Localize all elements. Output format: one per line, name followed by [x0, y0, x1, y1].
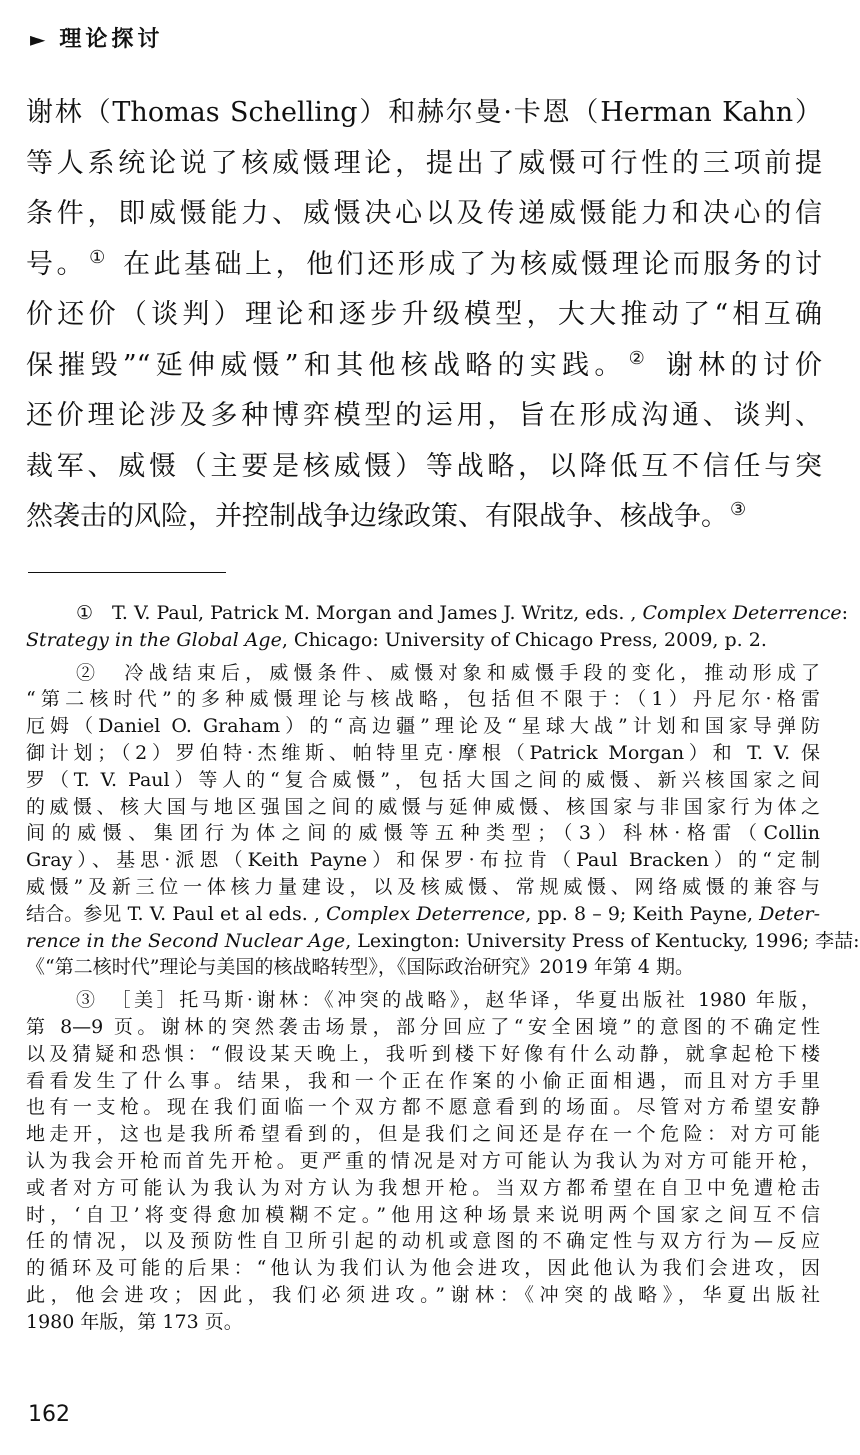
- footnote-line: ③ ［美］托马斯·谢林：《冲突的战略》，赵华译，华夏出版社 1980 年版，: [76, 989, 820, 1012]
- footnote-line: 厄姆（Daniel O. Graham）的“高边疆”理论及“星球大战”计划和国家导弹防: [26, 715, 820, 738]
- footnote-line: 第 8—9 页。谢林的突然袭击场景，部分回应了“安全困境”的意图的不确定性: [26, 1015, 820, 1038]
- footnote-text: 结合。参见 T. V. Paul et al eds. ,: [26, 902, 327, 925]
- footnote-line: 1980 年版，第 173 页。: [26, 1310, 243, 1333]
- body-line-text: 在此基础上，他们还形成了为核威慑理论而服务的讨: [122, 248, 823, 280]
- section-header: [30, 22, 163, 53]
- footnote-divider: [28, 572, 226, 573]
- footnote-line: Gray）、基思·派恩（Keith Payne）和保罗·布拉肯（Paul Bracken）的“定制: [26, 849, 820, 872]
- footnote-line: 的威慑、核大国与地区强国之间的威慑与延伸威慑、核国家与非国家行为体之: [26, 795, 820, 818]
- footnote-italic: Complex Deterrence: [642, 602, 842, 624]
- body-line: 谢林（Thomas Schelling）和赫尔曼·卡恩（Herman Kahn）: [26, 97, 822, 128]
- body-paragraph: [26, 88, 822, 543]
- footnote-line: 认为我会开枪而首先开枪。更严重的情况是对方可能认为我认为对方可能开枪，: [26, 1149, 820, 1172]
- footnote-line: 任的情况，以及预防性自卫所引起的动机或意图的不确定性与双方行为—反应: [26, 1230, 820, 1253]
- body-line: 裁军、威慑（主要是核威慑）等战略，以降低互不信任与突: [26, 450, 822, 482]
- footnote-line: [26, 627, 820, 654]
- footnote-ref-3[interactable]: ③: [730, 499, 747, 520]
- footnote-line: 时，‘自卫’将变得愈加模糊不定。”他用这种场景来说明两个国家之间互不信: [26, 1203, 820, 1226]
- section-title: 理论探讨: [59, 27, 164, 52]
- footnote-line: [26, 600, 849, 627]
- body-line: 等人系统论说了核威慑理论，提出了威慑可行性的三项前提: [26, 147, 822, 179]
- footnote-line: 或者对方可能认为我认为对方认为我想开枪。当双方都希望在自卫中免遭枪击: [26, 1176, 820, 1199]
- footnote-line: 《“第二核时代”理论与美国的核战略转型》，《国际政治研究》2019 年第 4 期。: [26, 956, 694, 979]
- body-line-text: 然袭击的风险，并控制战争边缘政策、有限战争、核战争。: [26, 501, 728, 532]
- footnote-italic: Strategy in the Global Age: [26, 628, 282, 651]
- footnote-2: [26, 660, 860, 982]
- footnote-italic: Deter-: [759, 902, 820, 925]
- body-line-text: 号。: [26, 248, 88, 280]
- footnote-text: , Lexington: University Press of Kentucky, 1996; 李喆:: [345, 929, 860, 952]
- footnote-line: “第二核时代”的多种威慑理论与核战略，包括但不限于：（1）丹尼尔·格雷: [26, 688, 820, 711]
- body-line-text: 谢林的讨价: [665, 349, 823, 381]
- footnote-italic: rence in the Second Nuclear Age: [26, 929, 346, 952]
- footnote-line: 罗（T. V. Paul）等人的“复合威慑”，包括大国之间的威慑、新兴核国家之间: [26, 768, 820, 791]
- page-number: 162: [28, 1402, 70, 1427]
- footnote-line: ② 冷战结束后，威慑条件、威慑对象和威慑手段的变化，推动形成了: [76, 661, 820, 684]
- footnote-line: 威慑”及新三位一体核力量建设，以及核威慑、常规威慑、网络威慑的兼容与: [26, 875, 820, 898]
- footnote-text: , Chicago: University of Chicago Press, 2009, p. 2.: [281, 628, 767, 651]
- footnote-line: 看看发生了什么事。结果，我和一个正在作案的小偷正面相遇，而且对方手里: [26, 1069, 820, 1092]
- footnote-ref-1[interactable]: ①: [89, 246, 109, 268]
- footnote-line: [26, 928, 860, 955]
- footnote-text: , pp. 8 – 9; Keith Payne,: [525, 902, 760, 925]
- footnote-line: 此，他会进攻；因此，我们必须进攻。”谢林：《冲突的战略》，华夏出版社: [26, 1283, 820, 1306]
- footnote-ref-2[interactable]: ②: [628, 347, 651, 369]
- footnote-line: 御计划；（2）罗伯特·杰维斯、帕特里克·摩根（Patrick Morgan）和 T. V. 保: [26, 741, 820, 764]
- footnote-line: 以及猜疑和恐惧：“假设某天晚上，我听到楼下好像有什么动静，就拿起枪下楼: [26, 1042, 820, 1065]
- footnotes: [26, 600, 860, 1336]
- footnote-3: [26, 987, 820, 1335]
- footnote-line: 也有一支枪。现在我们面临一个双方都不愿意看到的场面。尽管对方希望安静: [26, 1096, 820, 1119]
- body-line: [26, 341, 822, 392]
- footnote-line: 间的威慑、集团行为体之间的威慑等五种类型；（3）科林·格雷（Collin: [26, 822, 820, 845]
- body-line: [26, 492, 822, 543]
- body-line: 价还价（谈判）理论和逐步升级模型，大大推动了“相互确: [26, 299, 822, 330]
- footnote-italic: Complex Deterrence: [326, 902, 526, 925]
- triangle-marker-icon: ►: [30, 27, 50, 51]
- footnote-line: 的循环及可能的后果：“他认为我们认为他会进攻，因此他认为我们会进攻，因: [26, 1257, 820, 1280]
- body-line: 还价理论涉及多种博弈模型的运用，旨在形成沟通、谈判、: [26, 400, 822, 431]
- body-line: 条件，即威慑能力、威慑决心以及传递威慑能力和决心的信: [26, 198, 822, 229]
- footnote-line: 地走开，这也是我所希望看到的，但是我们之间还是存在一个危险：对方可能: [26, 1123, 820, 1146]
- body-line-text: 保摧毁”“延伸威慑”和其他核战略的实践。: [26, 349, 627, 381]
- footnote-text: :: [841, 602, 849, 624]
- footnote-line: [26, 901, 820, 928]
- body-line: [26, 240, 822, 291]
- footnote-1: [26, 600, 849, 654]
- footnote-text: ① T. V. Paul, Patrick M. Morgan and James J. Writz, eds. ,: [76, 602, 643, 624]
